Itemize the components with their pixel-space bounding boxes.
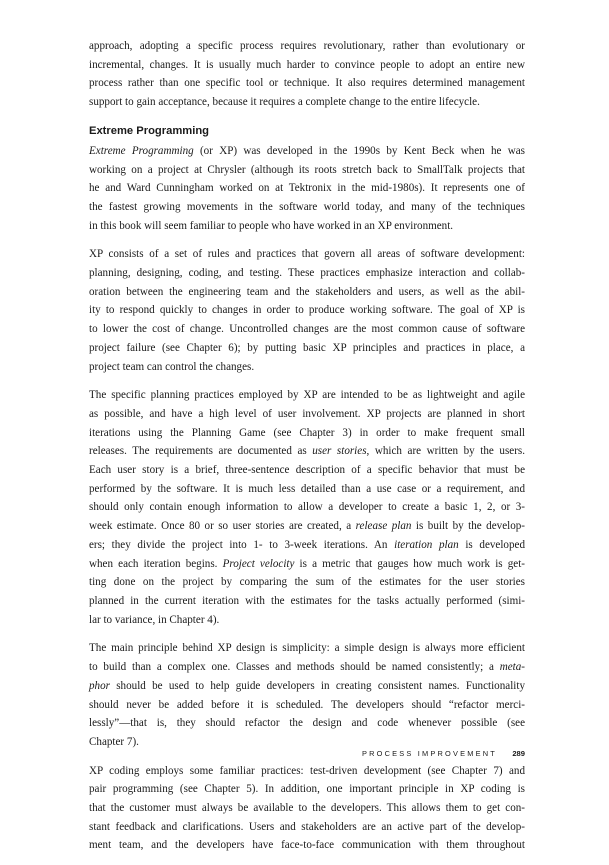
text-run: releases. The requirements are documented as xyxy=(89,445,313,458)
text-line: XP consists of a set of rules and practices that govern all areas of software development: xyxy=(89,248,525,261)
text-line xyxy=(89,658,525,677)
paragraph-xp-coding xyxy=(89,762,525,856)
text-line: lessly”—that is, they should refactor the design and code whenever possible (see xyxy=(89,717,525,730)
text-line: approach, adopting a specific process requires revolutionary, rather than evolutionary or xyxy=(89,40,525,52)
text-line xyxy=(89,536,525,555)
text-run: (or XP) was developed in the 1990s by Kent Beck when he was xyxy=(193,144,525,157)
text-line: project team can control the changes. xyxy=(89,360,255,373)
text-line xyxy=(89,555,525,574)
text-run: is built by the develop- xyxy=(411,520,525,533)
text-line: should never be added before it is scheduled. The developers should “refactor merci- xyxy=(89,698,525,711)
term-italic: iteration plan xyxy=(394,538,459,551)
text-line: ment team, and the developers have face-to-face communication with them throughout xyxy=(89,839,525,852)
text-line: process rather than one specific tool or technique. It also requires determined management xyxy=(89,77,525,90)
text-line: in this book will seem familiar to people who have worked in an XP environment. xyxy=(89,219,454,232)
term-italic: phor xyxy=(89,679,110,692)
text-line: XP coding employs some familiar practices: test-driven development (see Chapter 7) and xyxy=(89,764,525,777)
text-line: the fastest growing movements in the software world today, and many of the techniques xyxy=(89,200,525,213)
paragraph-xp-rules xyxy=(89,245,525,376)
text-line: to lower the cost of change. Uncontrolled changes are the most common cause of software xyxy=(89,323,525,336)
term-italic: Project velocity xyxy=(222,557,295,570)
text-line: stant feedback and clarifications. Users and stakeholders are an active part of the develop- xyxy=(89,820,525,833)
text-run: to build than a complex one. Classes and methods should be named consistently; a xyxy=(89,661,500,674)
text-line: Chapter 7). xyxy=(89,735,139,748)
text-run: should be used to help guide developers in creating consistent names. Functionality xyxy=(109,679,525,692)
text-line: The main principle behind XP design is simplicity: a simple design is always more efficient xyxy=(89,642,525,655)
text-line: oration between the engineering team and the stakeholders and users, as well as the abil- xyxy=(89,285,525,298)
running-footer-title: PROCESS IMPROVEMENT xyxy=(361,749,497,758)
text-line: incremental, changes. It is usually much harder to convince people to adopt an entire new xyxy=(89,58,525,71)
term-italic: release plan xyxy=(355,520,412,533)
text-run: is developed xyxy=(458,538,525,551)
paragraph-intro-continuation xyxy=(89,37,525,112)
text-line: project failure (see Chapter 6); by putting basic XP principles and practices in place, a xyxy=(89,341,525,354)
page-number: 289 xyxy=(512,749,525,758)
text-line: working on a project at Chrysler (although its roots stretch back to SmallTalk projects that xyxy=(89,163,525,176)
text-line: ity to respond quickly to changes in order to produce working software. The goal of XP is xyxy=(89,304,525,317)
text-line: iterations using the Planning Game (see Chapter 3) in order to make frequent small xyxy=(89,426,525,439)
text-line: that the customer must always be available to the developers. This allows them to get con- xyxy=(89,802,525,815)
text-run: ers; they divide the project into 1- to 3-week iterations. An xyxy=(89,538,395,551)
text-line: as possible, and have a high level of user involvement. XP projects are planned in short xyxy=(89,407,525,420)
body-text xyxy=(89,37,525,865)
text-run: week estimate. Once 80 or so user stories are created, a xyxy=(89,520,356,533)
text-line: The specific planning practices employed by XP are intended to be as lightweight and agile xyxy=(89,389,525,402)
text-line: planned in the current iteration with the estimates for the tasks actually performed (simi- xyxy=(89,594,525,607)
text-line: planning, designing, coding, and testing. These practices emphasize interaction and collab- xyxy=(89,267,525,280)
text-line: pair programming (see Chapter 5). In addition, one important principle in XP coding is xyxy=(89,783,525,796)
paragraph-xp-history xyxy=(89,142,525,236)
text-line: should only contain enough information to allow a developer to create a basic 1, 2, or 3- xyxy=(89,501,525,514)
text-line xyxy=(89,142,525,161)
text-line xyxy=(89,677,525,696)
text-line: he and Ward Cunningham worked on at Tektronix in the mid-1980s). It represents one of xyxy=(89,182,525,195)
text-run: is a metric that gauges how much work is get- xyxy=(294,557,525,570)
text-run: when each iteration begins. xyxy=(89,557,223,570)
text-line: Each user story is a brief, three-sentence description of a specific behavior that must be xyxy=(89,464,525,477)
term-italic: user stories xyxy=(312,445,367,458)
term-italic: meta- xyxy=(499,661,525,674)
paragraph-planning-practices xyxy=(89,386,525,629)
section-heading: Extreme Programming xyxy=(89,124,209,137)
term-italic: Extreme Programming xyxy=(89,144,194,157)
text-line: performed by the software. It is much less detailed than a use case or a requirement, and xyxy=(89,482,525,495)
text-line: ting done on the project by comparing the sum of the estimates for the user stories xyxy=(89,576,525,589)
text-line xyxy=(89,517,525,536)
text-line xyxy=(89,442,525,461)
text-line: lar to variance, in Chapter 4). xyxy=(89,613,220,626)
text-line: support to gain acceptance, because it requires a complete change to the entire lifecycle. xyxy=(89,96,480,109)
paragraph-design-simplicity xyxy=(89,639,525,751)
text-run: , which are written by the users. xyxy=(366,445,525,458)
